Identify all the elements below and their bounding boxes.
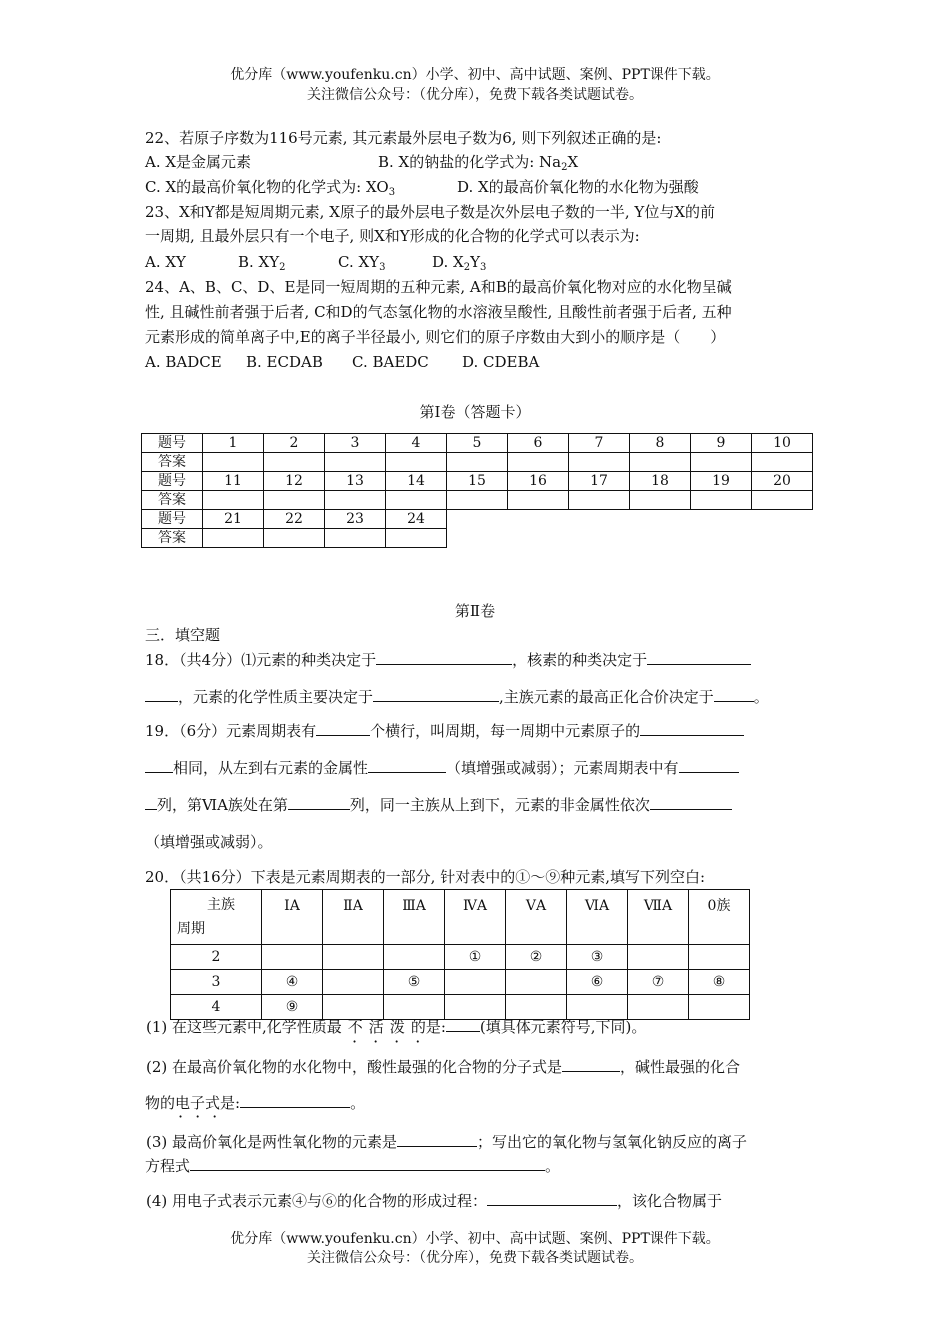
question-number-cell: 18 — [630, 472, 691, 491]
q18-line-1: 18．（共4分）⑴元素的种类决定于 ，核素的种类决定于 — [145, 649, 751, 671]
question-number-cell: 3 — [325, 434, 386, 453]
element-cell — [323, 970, 384, 995]
empty-cell — [447, 510, 508, 529]
q20-blank-5[interactable] — [190, 1156, 545, 1171]
question-number-cell: 22 — [264, 510, 325, 529]
answer-cell[interactable] — [386, 453, 447, 472]
element-cell — [262, 945, 323, 970]
periodic-table-corner — [171, 890, 262, 945]
answer-card-answer-row — [142, 529, 813, 548]
answer-cell[interactable] — [447, 491, 508, 510]
element-cell — [323, 945, 384, 970]
period-row — [171, 945, 750, 970]
answer-card-number-row — [142, 472, 813, 491]
element-cell: ⑨ — [262, 995, 323, 1020]
answer-cell[interactable] — [752, 491, 813, 510]
question-number-cell: 9 — [691, 434, 752, 453]
answer-cell[interactable] — [325, 529, 386, 548]
q20-stem: 20．（共16分）下表是元素周期表的一部分, 针对表中的①～⑨种元素,填写下列空白: — [145, 868, 706, 886]
q22-option-b: B. X的钠盐的化学式为: $Na_2X$ — [378, 153, 579, 173]
question-number-cell: 8 — [630, 434, 691, 453]
q22-option-a: A. X是金属元素 — [145, 153, 252, 171]
q20-blank-2[interactable] — [562, 1057, 620, 1072]
answer-cell[interactable] — [569, 491, 630, 510]
q19-blank-2-cont[interactable] — [145, 758, 173, 773]
question-number-cell: 16 — [508, 472, 569, 491]
q20-blank-1[interactable] — [446, 1017, 480, 1032]
answer-cell[interactable] — [386, 529, 447, 548]
answer-card-number-label: 题号 — [142, 472, 203, 491]
q20-part-3-line-2: 方程式 。 — [145, 1157, 561, 1175]
answer-card-answer-label: 答案 — [142, 453, 203, 472]
answer-cell[interactable] — [203, 453, 264, 472]
q19-blank-4-cont[interactable] — [145, 795, 157, 810]
answer-card-number-label: 题号 — [142, 434, 203, 453]
period-number: 3 — [171, 970, 262, 995]
question-number-cell: 23 — [325, 510, 386, 529]
answer-card-answer-label: 答案 — [142, 529, 203, 548]
question-number-cell: 14 — [386, 472, 447, 491]
element-cell: ⑥ — [567, 970, 628, 995]
corner-group-label: 主族 — [207, 897, 235, 913]
answer-card-table — [141, 433, 813, 548]
period-number: 4 — [171, 995, 262, 1020]
q18-blank-1[interactable] — [376, 650, 512, 665]
element-cell: ⑤ — [384, 970, 445, 995]
q24-option-c: C. BAEDC — [352, 353, 429, 371]
group-header: 0族 — [689, 890, 750, 945]
q19-blank-4[interactable] — [679, 758, 739, 773]
answer-card-number-row — [142, 510, 813, 529]
answer-cell[interactable] — [203, 491, 264, 510]
answer-card-number-row — [142, 434, 813, 453]
page-header-line-1: 优分库（www.youfenku.cn）小学、初中、高中试题、案例、PPT课件下载。 — [230, 67, 720, 83]
q20-part-2-line-1: (2) 在最高价氧化物的水化物中，酸性最强的化合物的分子式是 ，碱性最强的化合 — [146, 1058, 741, 1076]
periodic-table — [170, 889, 750, 1020]
element-cell — [689, 945, 750, 970]
answer-cell[interactable] — [630, 491, 691, 510]
element-cell — [689, 995, 750, 1020]
q24-stem-3: 元素形成的简单离子中,E的离子半径最小, 则它们的原子序数由大到小的顺序是（ ） — [145, 328, 726, 346]
element-cell: ② — [506, 945, 567, 970]
q24-option-d: D. CDEBA — [462, 353, 540, 371]
q22-option-c: C. X的最高价氧化物的化学式为: $XO_3$ — [145, 178, 396, 198]
element-cell: ⑦ — [628, 970, 689, 995]
answer-cell[interactable] — [508, 491, 569, 510]
question-number-cell: 15 — [447, 472, 508, 491]
question-number-cell: 17 — [569, 472, 630, 491]
element-cell — [506, 970, 567, 995]
empty-cell — [569, 529, 630, 548]
empty-cell — [447, 529, 508, 548]
periodic-table-header-row — [171, 890, 750, 945]
question-number-cell: 2 — [264, 434, 325, 453]
question-number-cell: 5 — [447, 434, 508, 453]
question-number-cell: 19 — [691, 472, 752, 491]
answer-card-title: 第Ⅰ卷（答题卡） — [419, 403, 531, 421]
q18-blank-3[interactable] — [373, 687, 499, 702]
page-header-line-2: 关注微信公众号：（优分库），免费下载各类试题试卷。 — [307, 87, 643, 103]
answer-cell[interactable] — [569, 453, 630, 472]
q19-blank-1[interactable] — [316, 721, 370, 736]
empty-cell — [691, 529, 752, 548]
q19-blank-3[interactable] — [368, 758, 446, 773]
q24-option-a: A. BADCE — [145, 353, 222, 371]
q23-stem-1: 23、X和Y都是短周期元素, X原子的最外层电子数是次外层电子数的一半, Y位与X的前 — [145, 203, 716, 221]
q18-blank-2-cont[interactable] — [145, 687, 178, 702]
answer-cell[interactable] — [325, 491, 386, 510]
question-number-cell: 20 — [752, 472, 813, 491]
q24-stem-2: 性, 且碱性前者强于后者, C和D的气态氢化物的水溶液呈酸性, 且酸性前者强于后者, 五种 — [145, 303, 732, 321]
answer-cell[interactable] — [264, 529, 325, 548]
q20-blank-4[interactable] — [397, 1132, 477, 1147]
empty-cell — [569, 510, 630, 529]
group-header: ⅦA — [628, 890, 689, 945]
empty-cell — [630, 510, 691, 529]
empty-cell — [508, 510, 569, 529]
part-two-title: 第Ⅱ卷 — [454, 602, 496, 620]
answer-cell[interactable] — [386, 491, 447, 510]
emphasis-dots-2: ··· — [178, 1107, 230, 1126]
answer-cell[interactable] — [630, 453, 691, 472]
question-number-cell: 24 — [386, 510, 447, 529]
group-header: ⅥA — [567, 890, 628, 945]
group-header: ⅡA — [323, 890, 384, 945]
q20-part-1: (1) 在这些元素中,化学性质最不活泼的是: (填具体元素符号,下同)。 — [146, 1018, 647, 1036]
corner-period-label: 周期 — [177, 921, 205, 937]
emphasis-dots-1: ···· — [352, 1032, 437, 1051]
q22-option-d: D. X的最高价氧化物的水化物为强酸 — [457, 178, 699, 196]
page-footer-line-1: 优分库（www.youfenku.cn）小学、初中、高中试题、案例、PPT课件下载。 — [230, 1231, 720, 1247]
section-heading: 三．填空题 — [145, 626, 221, 644]
answer-card-answer-row — [142, 491, 813, 510]
question-number-cell: 4 — [386, 434, 447, 453]
element-cell: ⑧ — [689, 970, 750, 995]
q23-stem-2: 一周期, 且最外层只有一个电子, 则X和Y形成的化合物的化学式可以表示为: — [145, 227, 640, 245]
element-cell — [384, 945, 445, 970]
q24-stem-1: 24、A、B、C、D、E是同一短周期的五种元素, A和B的最高价氧化物对应的水化物呈碱 — [145, 278, 732, 296]
question-number-cell: 21 — [203, 510, 264, 529]
group-header: ⅤA — [506, 890, 567, 945]
q24-option-b: B. ECDAB — [246, 353, 323, 371]
answer-cell[interactable] — [508, 453, 569, 472]
element-cell: ③ — [567, 945, 628, 970]
q19-blank-5[interactable] — [288, 795, 350, 810]
question-number-cell: 1 — [203, 434, 264, 453]
group-header: ⅢA — [384, 890, 445, 945]
empty-cell — [752, 510, 813, 529]
q19-line-3: 列，第ⅥA族处在第 列，同一主族从上到下，元素的非金属性依次 — [145, 794, 732, 816]
empty-cell — [691, 510, 752, 529]
element-cell: ④ — [262, 970, 323, 995]
empty-cell — [508, 529, 569, 548]
q19-blank-2[interactable] — [640, 721, 744, 736]
page-footer-line-2: 关注微信公众号：（优分库），免费下载各类试题试卷。 — [307, 1250, 643, 1266]
answer-cell[interactable] — [325, 453, 386, 472]
q22-stem: 22、若原子序数为116号元素, 其元素最外层电子数为6, 则下列叙述正确的是: — [145, 129, 662, 147]
answer-card-number-label: 题号 — [142, 510, 203, 529]
answer-cell[interactable] — [691, 453, 752, 472]
q20-blank-6[interactable] — [487, 1191, 617, 1206]
answer-cell[interactable] — [203, 529, 264, 548]
question-number-cell: 11 — [203, 472, 264, 491]
element-cell — [445, 970, 506, 995]
q20-part-4: (4) 用电子式表示元素④与⑥的化合物的形成过程： ，该化合物属于 — [146, 1192, 723, 1210]
answer-card-answer-label: 答案 — [142, 491, 203, 510]
q19-line-2: 相同，从左到右元素的金属性 （填增强或减弱）；元素周期表中有 — [145, 757, 739, 779]
q20-part-3-line-1: (3) 最高价氧化是两性氧化物的元素是 ；写出它的氧化物与氢氧化钠反应的离子 — [146, 1133, 748, 1151]
q19-line-4: （填增强或减弱）。 — [145, 833, 273, 851]
q18-blank-4[interactable] — [714, 687, 754, 702]
question-number-cell: 6 — [508, 434, 569, 453]
answer-cell[interactable] — [752, 453, 813, 472]
period-number: 2 — [171, 945, 262, 970]
answer-card-answer-row — [142, 453, 813, 472]
q18-blank-2[interactable] — [647, 650, 751, 665]
group-header: ⅠA — [262, 890, 323, 945]
q23-option-b: B. $XY_2$ — [238, 253, 286, 273]
q23-option-c: C. $XY_3$ — [338, 253, 386, 273]
question-number-cell: 10 — [752, 434, 813, 453]
period-row — [171, 970, 750, 995]
element-cell: ① — [445, 945, 506, 970]
answer-cell[interactable] — [447, 453, 508, 472]
q19-line-1: 19．（6分）元素周期表有 个横行，叫周期，每一周期中元素原子的 — [145, 720, 744, 742]
group-header: ⅣA — [445, 890, 506, 945]
element-cell — [628, 945, 689, 970]
empty-cell — [630, 529, 691, 548]
question-number-cell: 7 — [569, 434, 630, 453]
q23-option-a: A. XY — [145, 253, 186, 271]
q20-part-2-line-2: 物的电子式是: 。 — [145, 1094, 366, 1112]
empty-cell — [752, 529, 813, 548]
answer-cell[interactable] — [264, 453, 325, 472]
q19-blank-6[interactable] — [650, 795, 732, 810]
question-number-cell: 12 — [264, 472, 325, 491]
q23-option-d: D. $X_2Y_3$ — [432, 253, 487, 273]
answer-cell[interactable] — [691, 491, 752, 510]
answer-cell[interactable] — [264, 491, 325, 510]
q20-blank-3[interactable] — [240, 1093, 350, 1108]
q18-line-2: ，元素的化学性质主要决定于 ,主族元素的最高正化合价决定于 。 — [145, 686, 769, 708]
question-number-cell: 13 — [325, 472, 386, 491]
